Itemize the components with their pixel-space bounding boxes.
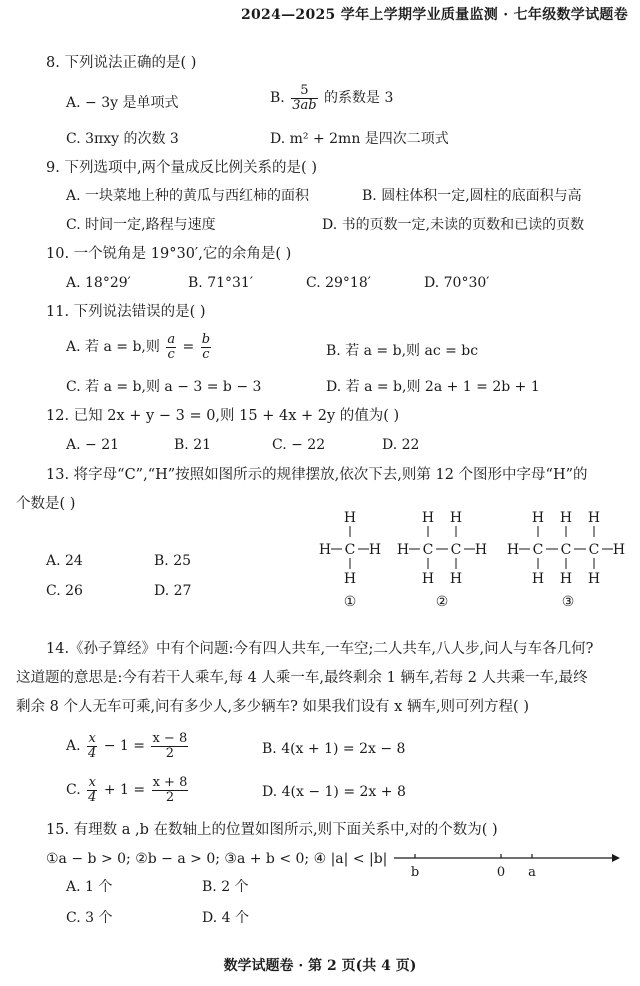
q11-f2-numerator: b (201, 332, 211, 347)
q14-c-fraction-1 (87, 776, 97, 804)
fig2-h: H (474, 542, 488, 558)
q9-option-d: D. 书的页数一定,未读的页数和已读的页数 (322, 217, 585, 233)
q8-option-d: D. m² + 2mn 是四次二项式 (270, 131, 449, 147)
q12-option-d: D. 22 (382, 437, 420, 453)
q8-b-denominator: 3ab (292, 97, 317, 113)
q11-option-b: B. 若 a = b,则 ac = bc (326, 343, 479, 359)
q9-stem: 9. 下列选项中,两个量成反比例关系的是( ) (46, 160, 317, 176)
q11-equals: = (178, 339, 199, 356)
q13-figure (306, 500, 636, 615)
q8-stem: 8. 下列说法正确的是( ) (46, 55, 197, 71)
q14-c-f1-denominator: 4 (88, 789, 97, 805)
q8-option-b-fraction (291, 84, 317, 112)
q14-a-f1-numerator: x (88, 731, 96, 746)
q12-option-a: A. − 21 (66, 437, 120, 453)
q11-fraction-2 (201, 333, 211, 361)
fig3-h: H (531, 571, 545, 587)
fig1-h-top: H (343, 510, 357, 526)
q13-option-b: B. 25 (154, 553, 192, 569)
q10-option-c: C. 29°18′ (306, 275, 371, 291)
q9-option-a: A. 一块菜地上种的黄瓜与西红柿的面积 (66, 188, 310, 204)
q15-number-line (390, 846, 622, 882)
q13-stem-line2: 个数是( ) (16, 496, 76, 512)
fig3-h: H (531, 510, 545, 526)
q14-c-f1-numerator: x (88, 775, 96, 790)
fig1-c: C (344, 542, 356, 558)
fig1-h-bottom: H (343, 571, 357, 587)
fig3-c: C (588, 542, 600, 558)
q8-option-c: C. 3πxy 的次数 3 (66, 131, 179, 147)
q14-a-f2-numerator: x − 8 (152, 731, 188, 746)
figure-2-ethane (397, 510, 487, 610)
page-footer: 数学试题卷 · 第 2 页(共 4 页) (223, 958, 417, 974)
q11-option-c: C. 若 a = b,则 a − 3 = b − 3 (66, 379, 262, 395)
q15-option-a: A. 1 个 (66, 879, 113, 895)
q9-option-b: B. 圆柱体积一定,圆柱的底面积与高 (362, 188, 582, 204)
q14-option-d: D. 4(x − 1) = 2x + 8 (262, 784, 406, 800)
figure-3-propane (507, 510, 625, 610)
q14-a-middle: − 1 = (99, 738, 150, 755)
figure-label-3: ③ (561, 594, 575, 610)
q8-option-b (270, 84, 393, 112)
figure-label-1: ① (343, 594, 357, 610)
q13-option-c: C. 26 (46, 583, 83, 599)
q11-stem: 11. 下列说法错误的是( ) (46, 304, 206, 320)
q9-option-c: C. 时间一定,路程与速度 (66, 217, 216, 233)
q12-option-b: B. 21 (174, 437, 212, 453)
q14-c-middle: + 1 = (99, 782, 150, 799)
q14-c-f2-denominator: 2 (165, 789, 175, 805)
q14-line1: 14.《孙子算经》中有个问题:今有四人共车,一车空;二人共车,八人步,问人与车各几何? (46, 641, 594, 657)
q14-option-c (66, 776, 190, 804)
fig3-h: H (587, 571, 601, 587)
fig1-h-right: H (368, 542, 382, 558)
q11-f2-denominator: c (202, 346, 210, 362)
q10-option-b: B. 71°31′ (188, 275, 253, 291)
q15-option-b: B. 2 个 (202, 879, 249, 895)
q14-c-fraction-2 (152, 776, 189, 804)
q10-option-a: A. 18°29′ (66, 275, 131, 291)
axis-label-0: 0 (496, 865, 506, 880)
q14-a-fraction-2 (151, 732, 188, 760)
axis-arrow-icon (612, 854, 620, 862)
q13-stem-line1: 13. 将字母“C”,“H”按照如图所示的规律摆放,依次下去,则第 12 个图形中字母“H”的 (46, 467, 588, 483)
fig2-h: H (421, 571, 435, 587)
q8-option-b-suffix: 的系数是 3 (324, 90, 394, 107)
q10-stem: 10. 一个锐角是 19°30′,它的余角是( ) (46, 246, 292, 262)
q14-a-prefix: A. (66, 738, 81, 755)
fig3-h: H (587, 510, 601, 526)
q15-option-c: C. 3 个 (66, 910, 113, 926)
q14-option-a (66, 732, 190, 760)
fig3-h: H (559, 510, 573, 526)
q11-option-a (66, 333, 213, 361)
q11-option-a-prefix: A. 若 a = b,则 (66, 339, 160, 356)
q12-option-c: C. − 22 (272, 437, 326, 453)
q11-fraction-1 (166, 333, 176, 361)
fig3-h: H (612, 542, 626, 558)
fig3-c: C (560, 542, 572, 558)
q8-option-a: A. − 3y 是单项式 (66, 95, 179, 111)
axis-label-a: a (528, 865, 536, 880)
q8-option-b-prefix: B. (270, 90, 285, 107)
q8-b-numerator: 5 (291, 84, 317, 99)
fig2-c: C (450, 542, 462, 558)
fig2-h: H (396, 542, 410, 558)
q14-a-f2-denominator: 2 (165, 745, 174, 761)
fig2-c: C (422, 542, 434, 558)
fig2-h: H (421, 510, 435, 526)
q11-option-d: D. 若 a = b,则 2a + 1 = 2b + 1 (326, 379, 540, 395)
q12-stem: 12. 已知 2x + y − 3 = 0,则 15 + 4x + 2y 的值为( ) (46, 408, 400, 424)
q13-option-d: D. 27 (154, 583, 192, 599)
fig3-h: H (559, 571, 573, 587)
fig3-h: H (506, 542, 520, 558)
figure-label-2: ② (435, 594, 449, 610)
q11-f1-numerator: a (167, 332, 176, 347)
q15-stem: 15. 有理数 a ,b 在数轴上的位置如图所示,则下面关系中,对的个数为( ) (46, 822, 498, 838)
fig2-h: H (449, 571, 463, 587)
page-header: 2024—2025 学年上学期学业质量监测 · 七年级数学试题卷 (240, 7, 628, 23)
q15-conditions: ①a − b > 0; ②b − a > 0; ③a + b < 0; ④ |a| < |b| (46, 851, 388, 867)
q13-option-a: A. 24 (46, 553, 83, 569)
fig2-h: H (449, 510, 463, 526)
q14-c-f2-numerator: x + 8 (152, 775, 188, 790)
fig1-h-left: H (318, 542, 332, 558)
q14-line3: 剩余 8 个人无车可乘,问有多少人,多少辆车? 如果我们设有 x 辆车,则可列方程( ) (16, 699, 529, 715)
figure-1-methane (319, 510, 381, 610)
q14-a-fraction-1 (87, 732, 97, 760)
fig3-c: C (532, 542, 544, 558)
q10-option-d: D. 70°30′ (424, 275, 490, 291)
q14-line2: 这道题的意思是:今有若干人乘车,每 4 人乘一车,最终剩余 1 辆车,若每 2 人共乘一车,最终 (16, 670, 588, 686)
q14-option-b: B. 4(x + 1) = 2x − 8 (262, 741, 406, 757)
q15-option-d: D. 4 个 (202, 910, 249, 926)
axis-label-b: b (410, 865, 420, 880)
q14-c-prefix: C. (66, 782, 81, 799)
q11-f1-denominator: c (167, 346, 175, 362)
q14-a-f1-denominator: 4 (88, 745, 97, 761)
